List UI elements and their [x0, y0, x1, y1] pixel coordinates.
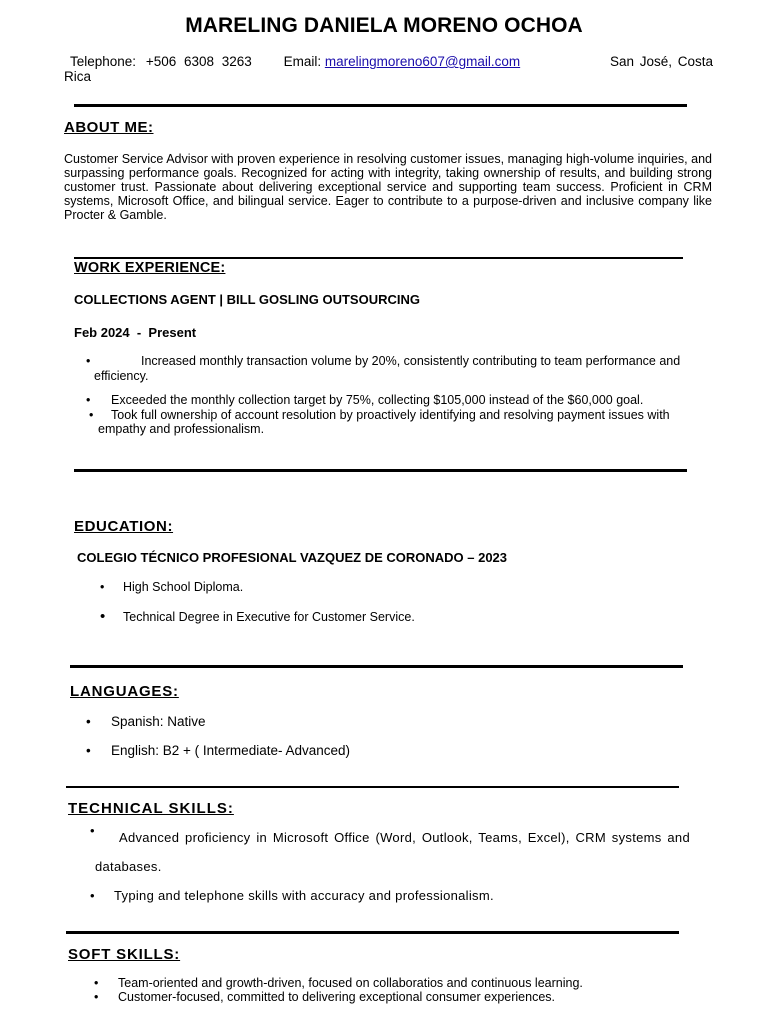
divider [74, 104, 687, 107]
location-line1: San José, Costa [609, 54, 713, 69]
work-heading: WORK EXPERIENCE: [74, 260, 226, 276]
language-english: English: B2 + ( Intermediate- Advanced) [111, 743, 351, 758]
education-heading: EDUCATION: [74, 518, 174, 535]
list-item: • Took full ownership of account resolution by proactively identifying and resolving payment issues with empathy and professionalism. [89, 407, 670, 436]
job-dates: Feb 2024 - Present [74, 325, 197, 340]
soft-heading: SOFT SKILLS: [68, 946, 181, 963]
language-spanish: Spanish: Native [111, 714, 206, 729]
email-label: Email: [283, 54, 322, 69]
technical-bullets: • Advanced proficiency in Microsoft Office (Word, Outlook, Teams, Excel), CRM systems and databases. • Typing and telephone skills with accuracy and professionalism. [90, 823, 690, 903]
languages-heading: LANGUAGES: [70, 683, 179, 700]
about-text: Customer Service Advisor with proven experience in resolving customer issues, managing high-volume inquiries, and surpassing performance goals. Recognized for acting with integrity, taking ownership of results, and building strong customer trust. Passionate about delivering exceptional service and supporting team success. Proficient in CRM systems, Microsoft Office, and bilingual service. Eager to contribute to a purpose-driven and inclusive company like Procter & Gamble. [64, 152, 712, 222]
list-item: • Advanced proficiency in Microsoft Office (Word, Outlook, Teams, Excel), CRM systems and databases. [90, 823, 690, 874]
divider [70, 665, 683, 668]
contact-line [64, 54, 713, 84]
work-bullet-text: Increased monthly transaction volume by 20%, consistently contributing to team performance and efficiency. [94, 354, 681, 383]
list-item: • Exceeded the monthly collection target by 75%, collecting $105,000 instead of the $60,000 goal. [86, 393, 644, 407]
list-item: • Increased monthly transaction volume by 20%, consistently contributing to team performance and efficiency. [86, 354, 681, 383]
location-line2: Rica [64, 69, 92, 84]
school-name: COLEGIO TÉCNICO PROFESIONAL VAZQUEZ DE CORONADO – 2023 [77, 550, 508, 565]
telephone-number: +506 6308 3263 [145, 54, 252, 69]
soft-bullet-text: Customer-focused, committed to delivering exceptional consumer experiences. [118, 990, 556, 1004]
work-bullet-text: Took full ownership of account resolution by proactively identifying and resolving payment issues with empathy and professionalism. [98, 407, 670, 436]
soft-bullet-text: Team-oriented and growth-driven, focused on collaboratios and continuous learning. [118, 976, 583, 990]
divider [66, 931, 679, 934]
education-bullet-text: High School Diploma. [123, 580, 244, 594]
technical-bullet-text: Typing and telephone skills with accuracy and professionalism. [114, 888, 494, 903]
technical-bullet-text: Advanced proficiency in Microsoft Office (Word, Outlook, Teams, Excel), CRM systems and databases. [95, 830, 690, 874]
divider [66, 786, 679, 788]
telephone-label: Telephone: [70, 54, 137, 69]
about-heading: ABOUT ME: [64, 119, 154, 136]
technical-heading: TECHNICAL SKILLS: [68, 800, 234, 817]
work-bullet-text: Exceeded the monthly collection target by 75%, collecting $105,000 instead of the $60,000 goal. [111, 393, 644, 407]
education-bullet-text: Technical Degree in Executive for Customer Service. [123, 610, 415, 624]
job-title: COLLECTIONS AGENT | BILL GOSLING OUTSOURCING [74, 292, 420, 307]
candidate-name: MARELING DANIELA MORENO OCHOA [185, 14, 583, 37]
divider [74, 469, 687, 472]
email-link[interactable]: marelingmoreno607@gmail.com [324, 54, 521, 69]
work-bullets [86, 354, 696, 437]
divider [74, 257, 683, 259]
